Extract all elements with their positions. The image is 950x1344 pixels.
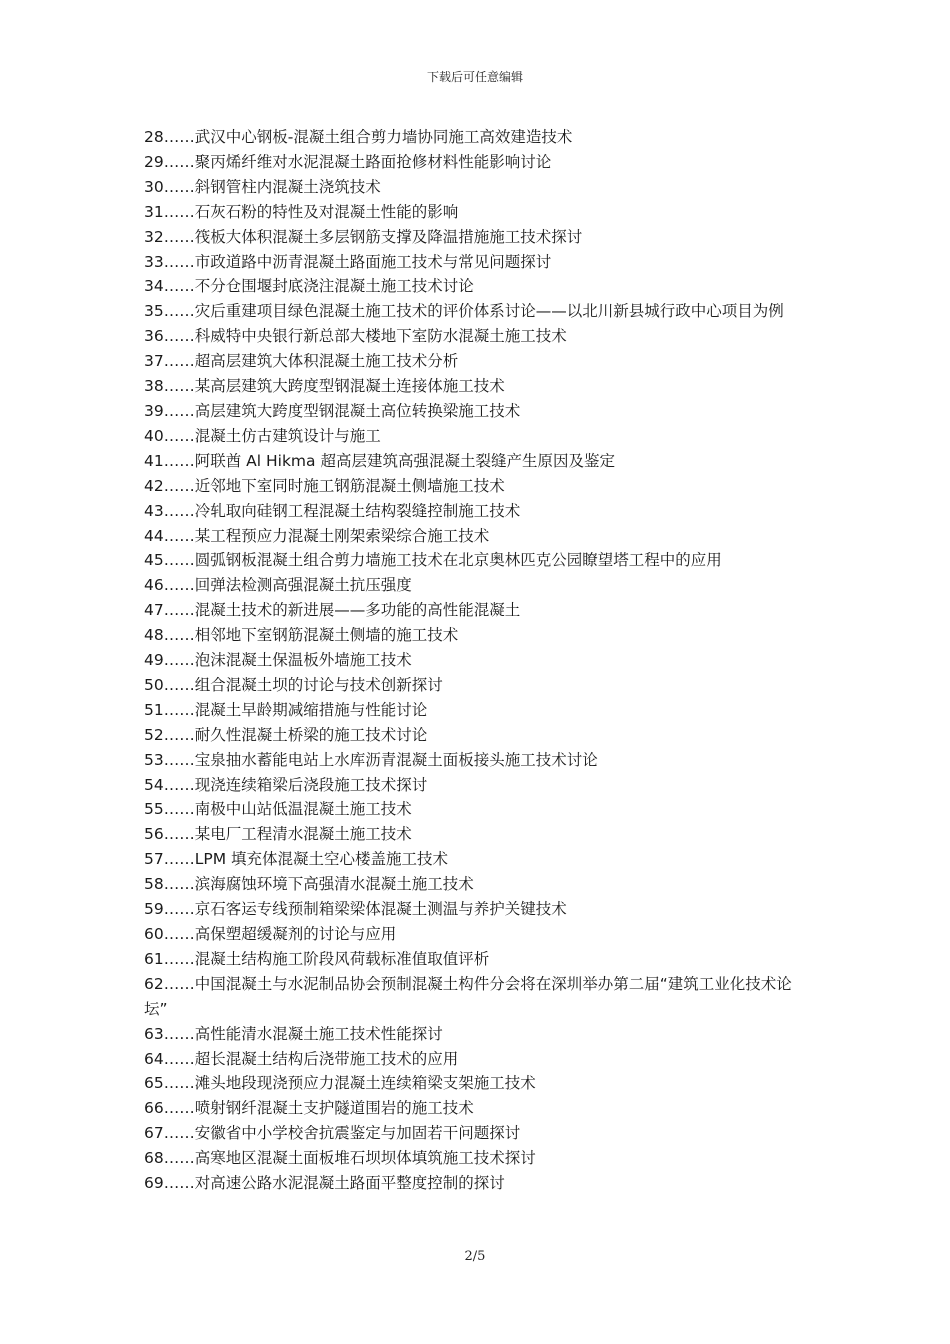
list-item: 28……武汉中心钢板-混凝土组合剪力墙协同施工高效建造技术 (144, 128, 573, 146)
list-item: 35……灾后重建项目绿色混凝土施工技术的评价体系讨论——以北川新县城行政中心项目为例 (144, 302, 784, 321)
list-item: 33……市政道路中沥青混凝土路面施工技术与常见问题探讨 (144, 252, 552, 271)
list-item: 29……聚丙烯纤维对水泥混凝土路面抢修材料性能影响讨论 (144, 152, 552, 171)
list-item: 45……圆弧钢板混凝土组合剪力墙施工技术在北京奥林匹克公园瞭望塔工程中的应用 (144, 551, 722, 570)
list-item: 38……某高层建筑大跨度型钢混凝土连接体施工技术 (144, 377, 505, 396)
page-header: 下载后可任意编辑 (426, 70, 523, 84)
list-item: 69……对高速公路水泥混凝土路面平整度控制的探讨 (144, 1174, 505, 1193)
list-item: 56……某电厂工程清水混凝土施工技术 (144, 825, 412, 844)
list-item: 43……冷轧取向硅钢工程混凝土结构裂缝控制施工技术 (144, 501, 521, 520)
list-item: 40……混凝土仿古建筑设计与施工 (144, 426, 381, 445)
list-item: 36……科威特中央银行新总部大楼地下室防水混凝土施工技术 (144, 327, 567, 346)
list-item: 52……耐久性混凝土桥梁的施工技术讨论 (144, 725, 428, 744)
list-item: 53……宝泉抽水蓄能电站上水库沥青混凝土面板接头施工技术讨论 (144, 750, 598, 769)
list-item: 32……筏板大体积混凝土多层钢筋支撑及降温措施施工技术探讨 (144, 227, 583, 246)
list-item: 48……相邻地下室钢筋混凝土侧墙的施工技术 (144, 626, 459, 645)
list-item: 37……超高层建筑大体积混凝土施工技术分析 (144, 352, 459, 371)
list-item: 68……高寒地区混凝土面板堆石坝坝体填筑施工技术探讨 (144, 1149, 536, 1168)
list-item: 58……滨海腐蚀环境下高强清水混凝土施工技术 (144, 875, 474, 894)
list-item: 50……组合混凝土坝的讨论与技术创新探讨 (144, 675, 443, 694)
list-item: 51……混凝土早龄期减缩措施与性能讨论 (144, 700, 428, 719)
list-item: 63……高性能清水混凝土施工技术性能探讨 (144, 1024, 443, 1043)
list-item: 34……不分仓围堰封底浇注混凝土施工技术讨论 (144, 277, 474, 296)
list-item: 41……阿联酋 Al Hikma 超高层建筑高强混凝土裂缝产生原因及鉴定 (144, 451, 615, 470)
list-item: 64……超长混凝土结构后浇带施工技术的应用 (144, 1049, 459, 1068)
list-item: 42……近邻地下室同时施工钢筋混凝土侧墙施工技术 (144, 476, 505, 495)
list-item: 31……石灰石粉的特性及对混凝土性能的影响 (144, 202, 459, 221)
list-item: 30……斜钢管柱内混凝土浇筑技术 (144, 177, 381, 196)
list-item: 60……高保塑超缓凝剂的讨论与应用 (144, 925, 397, 943)
list-item: 39……高层建筑大跨度型钢混凝土高位转换梁施工技术 (144, 401, 521, 420)
list-item: 44……某工程预应力混凝土刚架索梁综合施工技术 (144, 526, 490, 545)
page-number: 2/5 (464, 1249, 486, 1264)
list-item: 55……南极中山站低温混凝土施工技术 (144, 800, 412, 819)
list-item: 61……混凝土结构施工阶段风荷载标准值取值评析 (144, 949, 490, 968)
list-item: 49……泡沫混凝土保温板外墙施工技术 (144, 651, 412, 670)
list-item: 46……回弹法检测高强混凝土抗压强度 (144, 576, 412, 595)
list-item: 47……混凝土技术的新进展——多功能的高性能混凝土 (144, 601, 521, 620)
entry-list (144, 125, 814, 1196)
list-item: 59……京石客运专线预制箱梁梁体混凝土测温与养护关键技术 (144, 900, 567, 919)
list-item: 62……中国混凝土与水泥制品协会预制混凝土构件分会将在深圳举办第二届“建筑工业化技术论坛” (144, 974, 792, 1018)
list-item: 54……现浇连续箱梁后浇段施工技术探讨 (144, 775, 428, 794)
list-item: 67……安徽省中小学校舍抗震鉴定与加固若干问题探讨 (144, 1124, 521, 1143)
list-item: 65……滩头地段现浇预应力混凝土连续箱梁支架施工技术 (144, 1074, 536, 1093)
list-item: 57……LPM 填充体混凝土空心楼盖施工技术 (144, 850, 449, 869)
list-item: 66……喷射钢纤混凝土支护隧道围岩的施工技术 (144, 1099, 474, 1118)
